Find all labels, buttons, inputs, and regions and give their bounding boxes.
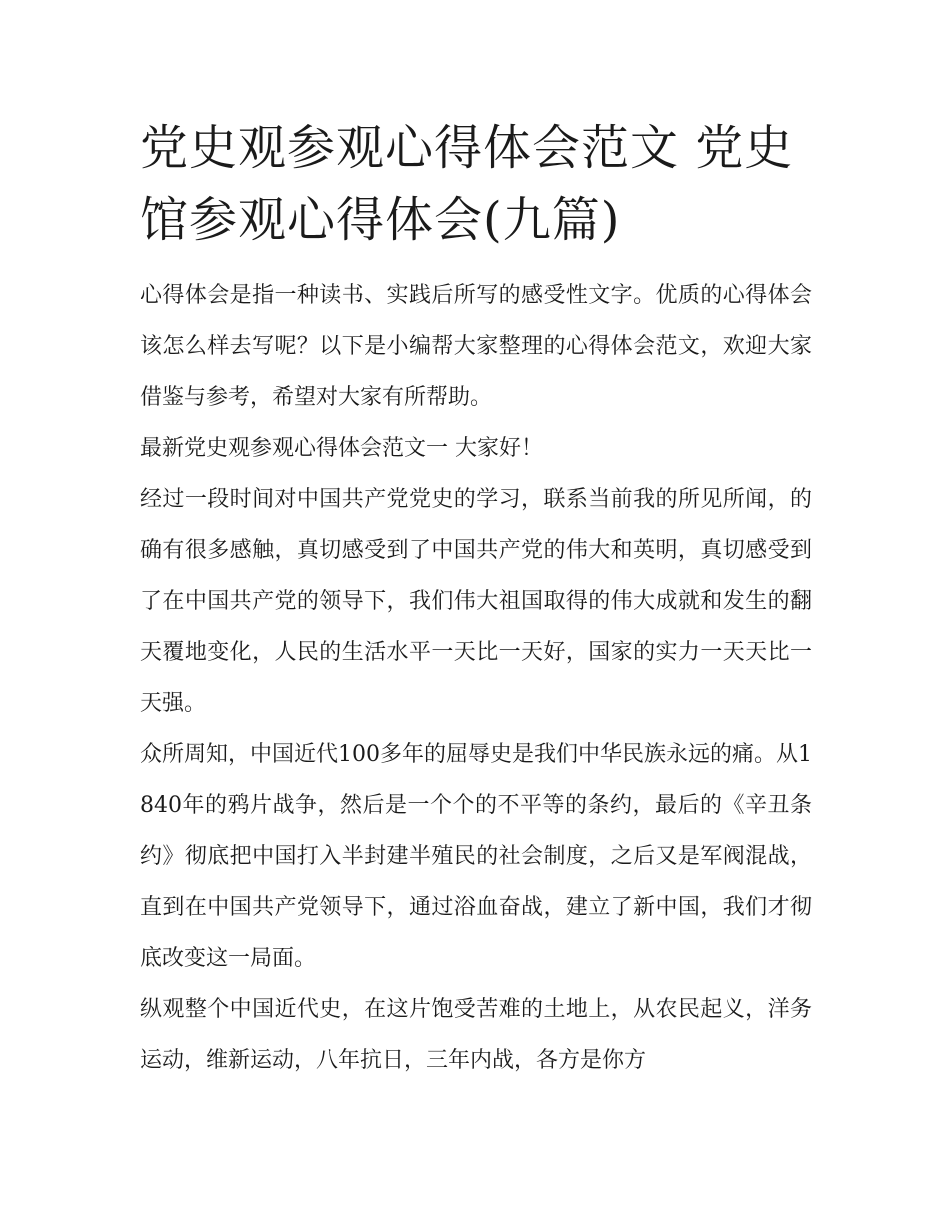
paragraph-heading: 最新党史观参观心得体会范文一 大家好！ — [140, 436, 543, 461]
document-paragraphs — [140, 270, 812, 1086]
document-body — [140, 112, 812, 1086]
paragraph-party-history: 经过一段时间对中国共产党党史的学习，联系当前我的所见所闻，的确有很多感触，真切感受到了中国共产党的伟大和英明，真切感受到了在中国共产党的领导下，我们伟大祖国取得的伟大成就和发生的翻天覆地变化，人民的生活水平一天比一天好，国家的实力一天天比一天强。 — [140, 487, 812, 716]
document-title: 党史观参观心得体会范文 党史馆参观心得体会(九篇) — [140, 120, 794, 248]
paragraph-modern-history: 众所周知，中国近代100多年的屈辱史是我们中华民族永远的痛。从1840年的鸦片战争，然后是一个个的不平等的条约，最后的《辛丑条约》彻底把中国打入半封建半殖民的社会制度，之后又是军阀混战，直到在中国共产党领导下，通过浴血奋战，建立了新中国，我们才彻底改变这一局面。 — [140, 742, 812, 971]
paragraph-overview: 纵观整个中国近代史，在这片饱受苦难的土地上，从农民起义，洋务运动，维新运动，八年抗日，三年内战，各方是你方 — [140, 997, 812, 1073]
paragraph-intro: 心得体会是指一种读书、实践后所写的感受性文字。优质的心得体会该怎么样去写呢？以下是小编帮大家整理的心得体会范文，欢迎大家借鉴与参考，希望对大家有所帮助。 — [140, 283, 812, 410]
